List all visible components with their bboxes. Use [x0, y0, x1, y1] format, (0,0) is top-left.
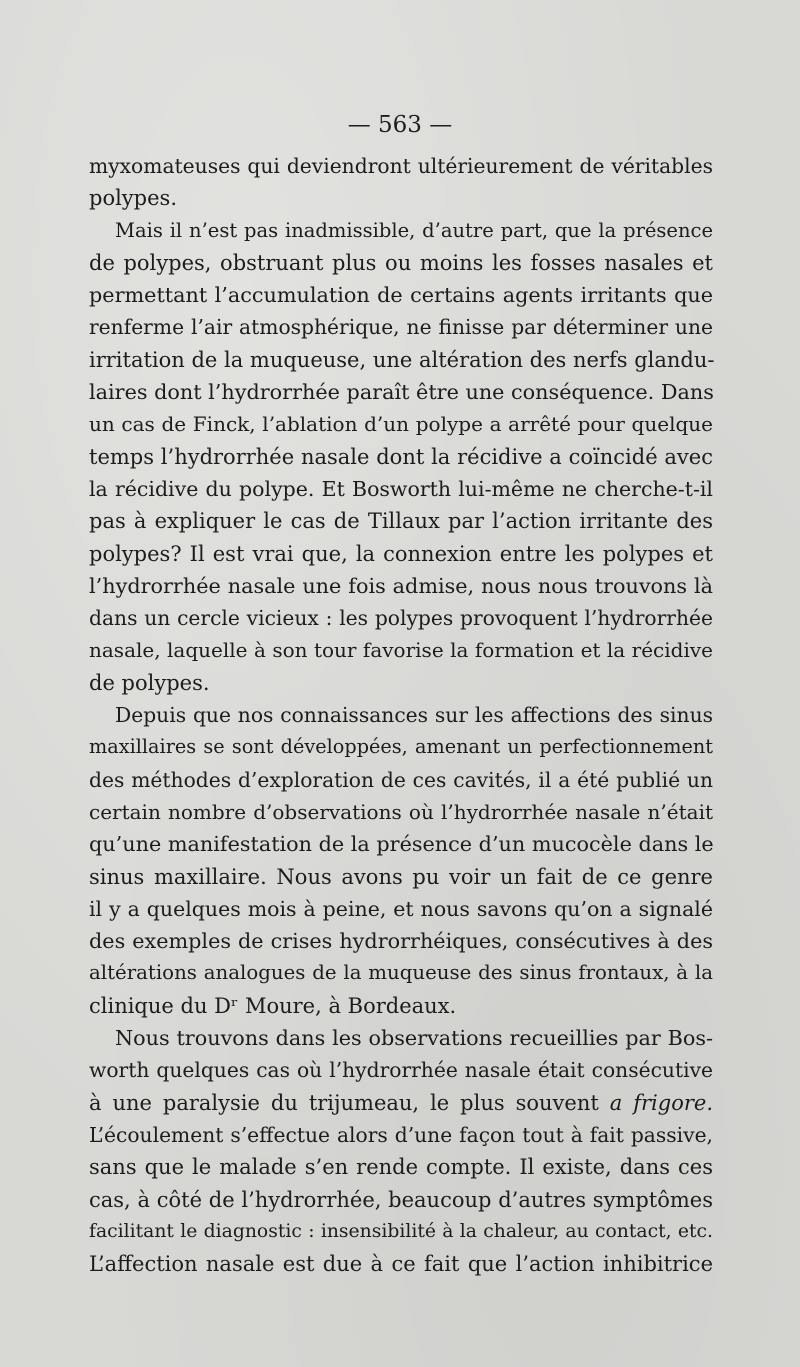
text-line-content: dans un cercle vicieux : les polypes provoquent l’hydrorrhée [89, 606, 713, 631]
text-line-content: renferme l’air atmosphérique, ne finisse par déterminer une [89, 315, 713, 340]
text-line [89, 602, 713, 634]
text-line-content: des méthodes d’exploration de ces cavités, il a été publié un [89, 767, 713, 792]
text-line-content: myxomateuses qui deviendront ultérieurement de véritables [89, 154, 713, 178]
text-line [89, 1054, 713, 1086]
text-line-content: un cas de Finck, l’ablation d’un polype a arrêté pour quelque [89, 412, 713, 437]
italic-phrase: a frigore. [609, 1090, 713, 1115]
text-line-content: polypes. [89, 186, 177, 211]
text-line [89, 1184, 713, 1216]
text-line-content: laires dont l’hydrorrhée paraît être une conséquence. Dans [89, 380, 714, 405]
body-text [89, 150, 713, 1280]
text-line-content: nasale, laquelle à son tour favorise la formation et la récidive [89, 638, 713, 663]
text-line [89, 1216, 713, 1248]
text-line [89, 861, 713, 893]
text-line-content: certain nombre d’observations où l’hydrorrhée nasale n’était [89, 799, 713, 824]
text-line-content: qu’une manifestation de la présence d’un mucocèle dans le [89, 832, 714, 857]
text-line-content: l’hydrorrhée nasale une fois admise, nous nous trouvons là [89, 573, 713, 598]
text-line-content: worth quelques cas où l’hydrorrhée nasale était consécutive [89, 1058, 713, 1083]
text-line [89, 279, 713, 311]
text-line-content: L’écoulement s’effectue alors d’une façon tout à fait passive, [89, 1122, 713, 1147]
text-line [89, 957, 713, 989]
text-line-content: permettant l’accumulation de certains agents irritants que [89, 283, 713, 308]
text-line-content: altérations analogues de la muqueuse des sinus frontaux, à la [89, 961, 713, 985]
text-line-content: L’affection nasale est due à ce fait que l’action inhibitrice [89, 1252, 713, 1277]
text-line-content: pas à expliquer le cas de Tillaux par l’action irritante des [89, 509, 713, 534]
text-line-content: sinus maxillaire. Nous avons pu voir un fait de ce genre [89, 864, 713, 889]
text-line [89, 1087, 713, 1119]
text-line [89, 538, 713, 570]
text-line [89, 182, 713, 214]
text-line-content: de polypes, obstruant plus ou moins les fosses nasales et [89, 250, 713, 275]
text-line [89, 408, 713, 440]
text-line [89, 1022, 713, 1054]
text-line [89, 1151, 713, 1183]
text-line [89, 667, 713, 699]
text-line-content: Mais il n’est pas inadmissible, d’autre part, que la présence [115, 218, 713, 242]
text-line [89, 570, 713, 602]
text-line [89, 634, 713, 666]
text-line [89, 215, 713, 247]
text-line-content: irritation de la muqueuse, une altération des nerfs glandu- [89, 347, 715, 372]
text-line [89, 441, 713, 473]
text-line [89, 764, 713, 796]
text-line-content: de polypes. [89, 670, 210, 695]
text-line-content: Depuis que nos connaissances sur les affections des sinus [115, 703, 713, 728]
text-line [89, 990, 713, 1022]
text-line [89, 828, 713, 860]
text-line-content: polypes? Il est vrai que, la connexion entre les polypes et [89, 541, 713, 566]
text-line-content: Nous trouvons dans les observations recueillies par Bos- [115, 1026, 713, 1051]
text-line-content: la récidive du polype. Et Bosworth lui-même ne cherche-t-il [89, 476, 713, 501]
text-line-content: cas, à côté de l’hydrorrhée, beaucoup d’autres symptômes [89, 1187, 713, 1212]
text-line [89, 1248, 713, 1280]
text-line-content: il y a quelques mois à peine, et nous savons qu’on a signalé [89, 896, 713, 921]
text-line [89, 473, 713, 505]
page-number: — 563 — [347, 112, 453, 138]
text-line [89, 505, 713, 537]
text-line [89, 731, 713, 763]
text-line [89, 247, 713, 279]
text-line [89, 311, 713, 343]
text-line [89, 150, 713, 182]
text-line [89, 1119, 713, 1151]
text-line-content: des exemples de crises hydrorrhéiques, consécutives à des [89, 929, 713, 954]
text-line [89, 376, 713, 408]
text-line-content: à une paralysie du trijumeau, le plus souvent [89, 1090, 599, 1115]
text-line [89, 796, 713, 828]
text-line [89, 893, 713, 925]
text-line-content: clinique du Dʳ Moure, à Bordeaux. [89, 993, 457, 1018]
text-line [89, 699, 713, 731]
text-line [89, 925, 713, 957]
text-line-content: temps l’hydrorrhée nasale dont la récidive a coïncidé avec [89, 444, 713, 469]
text-line [89, 344, 713, 376]
text-line-content: facilitant le diagnostic : insensibilité à la chaleur, au contact, etc. [89, 1220, 713, 1242]
text-line-content: maxillaires se sont développées, amenant un perfectionnement [89, 735, 713, 759]
text-line-content: sans que le malade s’en rende compte. Il existe, dans ces [89, 1155, 713, 1180]
